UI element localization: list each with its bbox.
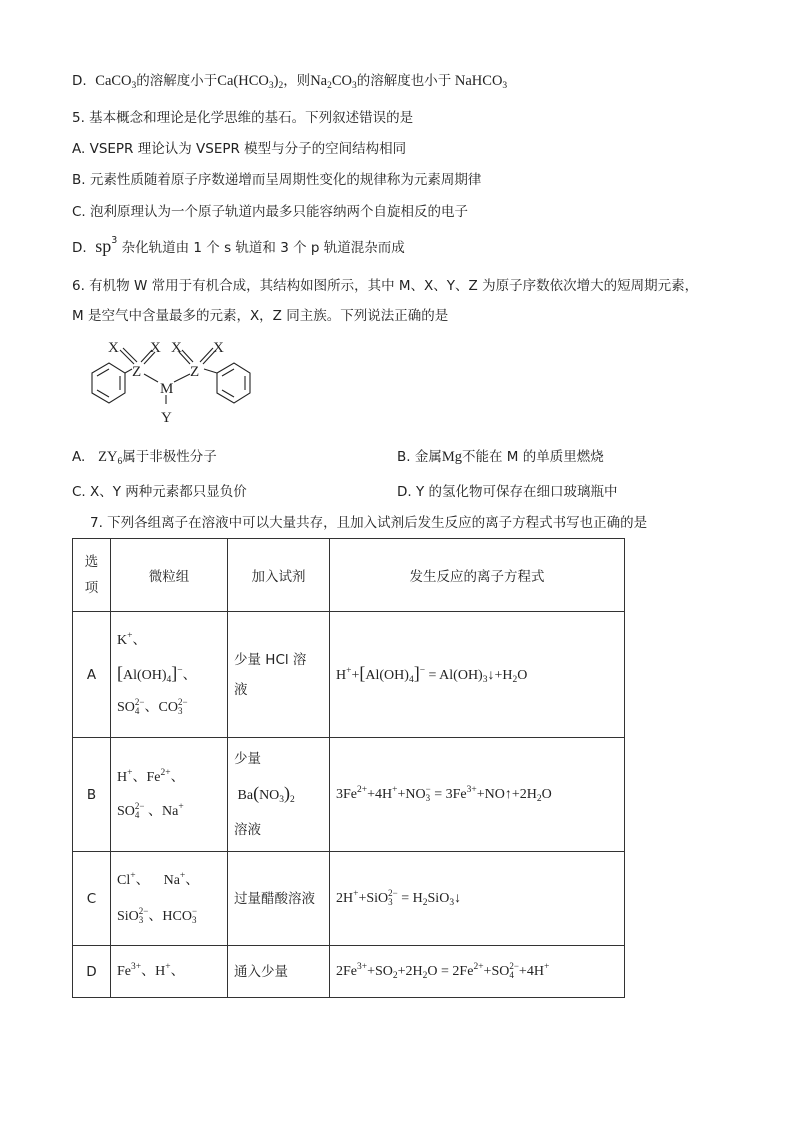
q6-option-c: C. X、Y 两种元素都只显负价 bbox=[72, 484, 247, 500]
row-b-reagent: 少量 $Ba(NO_3)_2$ 溶液 bbox=[228, 738, 330, 852]
header-particles: 微粒组 bbox=[111, 539, 228, 612]
header-equation: 发生反应的离子方程式 bbox=[330, 539, 625, 612]
table-row bbox=[73, 852, 625, 946]
row-b-equation: $3Fe^{2+}+4H^++NO-$ $3 = 3Fe^{3+}+NO↑+2H_2O$ bbox=[330, 738, 625, 852]
row-d-reagent: 通入少量 bbox=[228, 946, 330, 998]
atom-x-4: X bbox=[213, 340, 224, 356]
atom-x-2: X bbox=[150, 340, 161, 356]
row-b-label: B bbox=[73, 738, 111, 852]
row-a-label: A bbox=[73, 612, 111, 738]
row-d-particles: $Fe^{3+}$、H+、 bbox=[111, 946, 228, 998]
q6-stem-line1: 6. 有机物 W 常用于有机合成，其结构如图所示，其中 M、X、Y、Z 为原子序数依次增大的短周期元素， bbox=[72, 278, 699, 294]
q6-option-d: D. Y 的氢化物可保存在细口玻璃瓶中 bbox=[397, 484, 618, 500]
row-b-particles: H+、$Fe^{2+}$、 SO2− 4 、Na+ bbox=[111, 738, 228, 852]
q6-stem-line2: M 是空气中含量最多的元素，X，Z 同主族。下列说法正确的是 bbox=[72, 308, 449, 324]
atom-m: M bbox=[160, 381, 174, 397]
row-c-label: C bbox=[73, 852, 111, 946]
row-c-equation: 2H++SiO2− $3 = H_2SiO_3↓$ bbox=[330, 852, 625, 946]
atom-x-3: X bbox=[171, 340, 182, 356]
row-a-equation: $H^++[Al(OH)_4]^-$ = $Al(OH)_3↓+H_2O$ bbox=[330, 612, 625, 738]
row-a-reagent: 少量 HCl 溶液 bbox=[228, 612, 330, 738]
row-d-label: D bbox=[73, 946, 111, 998]
q5-option-b: B. 元素性质随着原子序数递增而呈周期性变化的规律称为元素周期律 bbox=[72, 172, 482, 188]
q7-table bbox=[72, 538, 625, 998]
atom-z-right: Z bbox=[190, 364, 200, 380]
table-row bbox=[73, 946, 625, 998]
q7-stem: 7. 下列各组离子在溶液中可以大量共存，且加入试剂后发生反应的离子方程式书写也正确的是 bbox=[90, 515, 648, 531]
table-row bbox=[73, 738, 625, 852]
q6-option-a: A. $ZY_6$属于非极性分子 bbox=[72, 449, 217, 467]
header-reagent: 加入试剂 bbox=[228, 539, 330, 612]
row-a-particles: K+、 $[Al(OH)_4]^-$、 SO2− 4 、CO2− 3 bbox=[111, 612, 228, 738]
row-c-particles: Cl+、 Na+、 SiO2− 3 、HCO− 3 bbox=[111, 852, 228, 946]
q5-option-c: C. 泡利原理认为一个原子轨道内最多只能容纳两个自旋相反的电子 bbox=[72, 204, 469, 220]
q4-option-d: D. CaCO$_3$的溶解度小于$Ca(HCO_3)_2$，则$Na_2CO_3$的溶解度也小于 NaHCO$_3$ bbox=[72, 73, 508, 91]
header-option: 选 项 bbox=[73, 539, 111, 612]
atom-z-left: Z bbox=[132, 364, 142, 380]
atom-y: Y bbox=[161, 410, 172, 426]
row-d-equation: $2Fe^{3+}+SO_2+2H_2O = 2Fe^{2+}+SO2-$ 4 +4H+ bbox=[330, 946, 625, 998]
q5-option-d: D. $sp^3$ 杂化轨道由 1 个 s 轨道和 3 个 p 轨道混杂而成 bbox=[72, 235, 405, 256]
row-c-reagent: 过量醋酸溶液 bbox=[228, 852, 330, 946]
table-row bbox=[73, 612, 625, 738]
q5-stem: 5. 基本概念和理论是化学思维的基石。下列叙述错误的是 bbox=[72, 110, 414, 126]
q6-option-b: B. 金属Mg不能在 M 的单质里燃烧 bbox=[397, 449, 604, 465]
atom-x-1: X bbox=[108, 340, 119, 356]
q6-structure-diagram bbox=[72, 336, 272, 428]
q5-option-a: A. VSEPR 理论认为 VSEPR 模型与分子的空间结构相同 bbox=[72, 141, 407, 157]
